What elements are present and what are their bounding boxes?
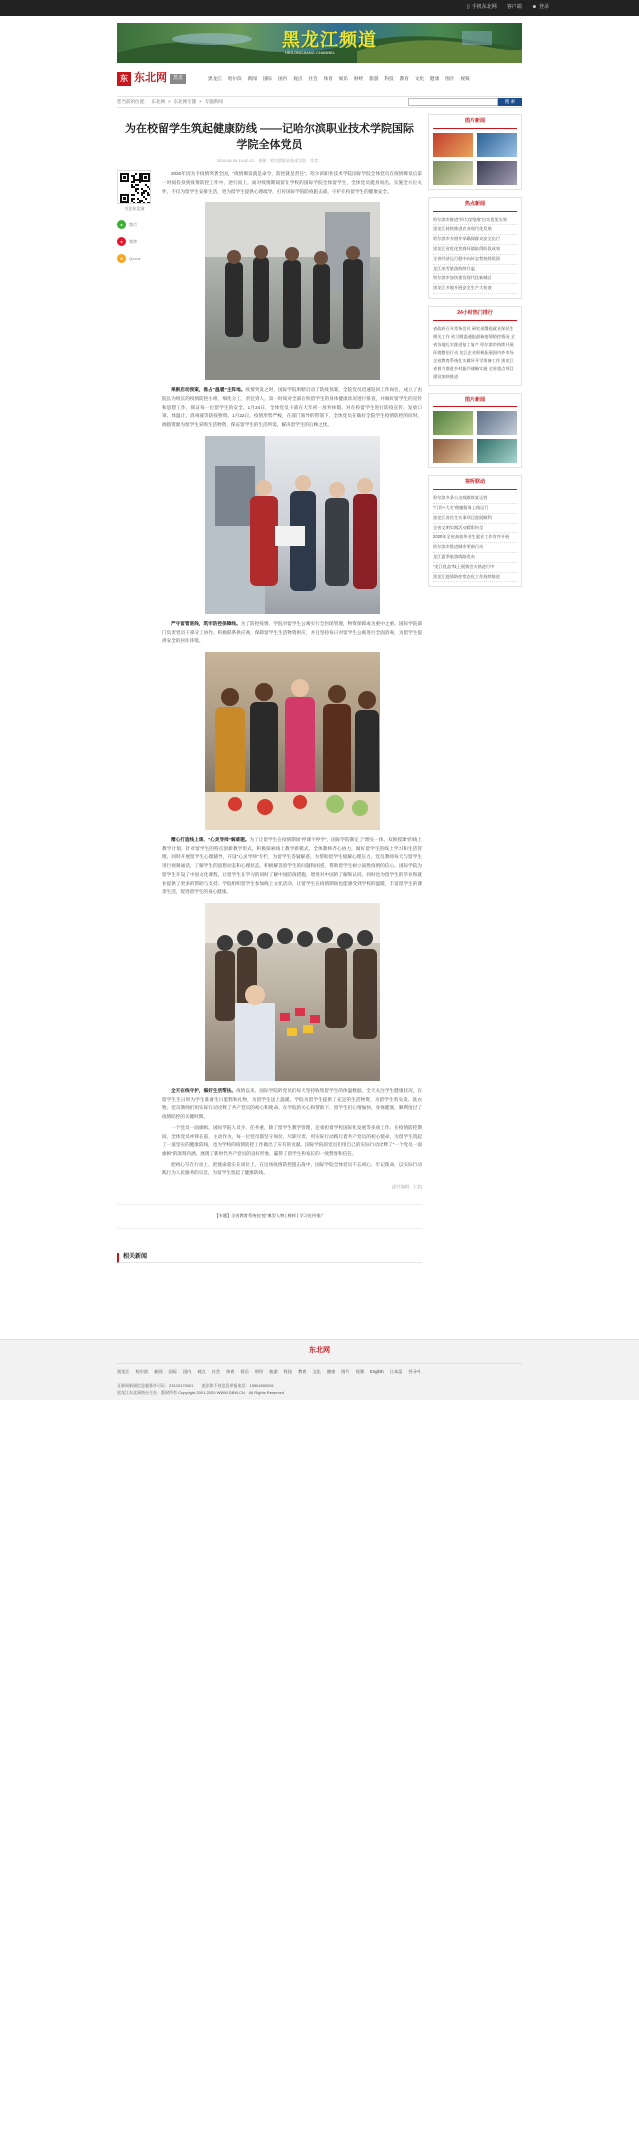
footer-link[interactable]: 哈尔滨	[135, 1369, 149, 1375]
share-qzone[interactable]	[117, 254, 152, 263]
qr-module	[133, 202, 135, 204]
qr-module	[133, 194, 135, 196]
top-utility-bar	[0, 0, 639, 16]
caption-lead: 全天在线守护，搞好生活帮扶。	[171, 1088, 237, 1093]
sidebar-heading: 图片新闻	[433, 397, 517, 408]
nav-item[interactable]: 教育	[399, 76, 409, 82]
video-news-item[interactable]: 黑龙江疫情防控常态化工作持续推进	[433, 573, 517, 583]
footer-link[interactable]: 教育	[298, 1369, 307, 1375]
sidebar-video	[428, 475, 522, 587]
breadcrumb-sep: >	[199, 98, 202, 104]
photo-caption	[162, 620, 422, 646]
special-topic-link[interactable]: 【专题】全省教育系统抗“疫”典型人物 | 榜样 | 学习宣传推广	[117, 1204, 422, 1229]
breadcrumb	[117, 99, 223, 106]
article-paragraph: 2020年因为卡疫情突袭全国，“疫情爆发就是命令，防控就是责任”。哈尔滨职业技术学院国际学院全体党员在疫情爆发后第一时间投身到疫情防控工作中，逆行而上，面对疫情期间留在学校的国际学院全体留学生，全体党员挺身而出，实施全方位关怀，不仅为留学生安排生活，更为留学生提供心理疏导，打好国际学院防疫阻击战，守护在校留学生的健康安全。	[162, 171, 422, 194]
site-header	[117, 68, 522, 90]
caption-lead: 精心打造线上课、“心灵导师”解难题。	[171, 836, 250, 842]
main-nav	[208, 75, 470, 82]
sidebar-hot-news	[428, 197, 522, 299]
footer-link[interactable]: 娱乐	[240, 1369, 249, 1375]
login-link[interactable]	[532, 4, 549, 12]
editor-credit: [责任编辑：王莹]	[391, 1184, 422, 1190]
qr-finder-core	[123, 197, 126, 200]
footer-license: 互联网新闻信息服务许可证：23120170001 违法和不良信息举报电话：15504500591	[117, 1382, 274, 1388]
video-list	[433, 494, 517, 582]
nav-item[interactable]: 社会	[308, 76, 318, 82]
nav-item[interactable]: 旅游	[369, 76, 379, 82]
share-weibo[interactable]	[117, 237, 152, 246]
thumb-image[interactable]	[477, 411, 517, 435]
breadcrumb-bar	[117, 96, 522, 108]
sidebar-photo-news	[428, 114, 522, 190]
share-wechat[interactable]	[117, 220, 152, 229]
nav-item[interactable]: 新闻	[247, 76, 257, 82]
share-label: 微博	[129, 238, 137, 244]
footer-link[interactable]: 财经	[254, 1369, 264, 1375]
nav-item[interactable]: 观点	[293, 76, 303, 82]
qr-code	[117, 170, 151, 204]
sidebar-heading: 图片新闻	[433, 118, 517, 129]
article-photo	[205, 436, 380, 614]
breadcrumb-item-news[interactable]: 专题新闻	[204, 98, 223, 104]
nav-item[interactable]: 视频	[460, 76, 470, 82]
hot-news-item[interactable]: 哈尔滨市多措并举确保群众安全出行	[433, 235, 517, 245]
user-icon: ☻	[531, 4, 537, 11]
footer-link[interactable]: 日本語	[389, 1369, 403, 1375]
nav-item[interactable]: 健康	[430, 76, 440, 82]
footer-link[interactable]: 黑龙江	[117, 1369, 130, 1375]
logo-name: 东北网	[134, 72, 167, 85]
footer-info	[117, 1382, 522, 1396]
footer-link[interactable]: 新闻	[154, 1369, 163, 1375]
thumb-image[interactable]	[477, 439, 517, 463]
video-news-item[interactable]: 全省文明实践活动精彩纷呈	[433, 524, 517, 534]
mobile-link[interactable]	[467, 4, 497, 12]
article-photo	[205, 652, 380, 830]
photo-caption	[162, 386, 422, 430]
search-box	[408, 98, 522, 106]
nav-item[interactable]: 国内	[278, 76, 288, 82]
thumb-image[interactable]	[433, 439, 473, 463]
nav-item[interactable]: 娱乐	[338, 76, 349, 82]
share-label: 微信	[129, 221, 137, 227]
client-link[interactable]: 客户端	[506, 4, 522, 11]
thumb-grid	[433, 133, 517, 185]
article-meta: 2020-06-09 10:42:12 来源：哈尔滨职业技术学院 作者：	[216, 157, 323, 163]
video-news-item[interactable]: 哈尔滨市推进城市更新行动	[433, 543, 517, 553]
article-photo	[205, 202, 380, 380]
video-news-item[interactable]: 哈尔滨多条公交线路恢复运营	[433, 494, 517, 504]
qr-module	[137, 192, 139, 194]
share-label: Qzone	[129, 255, 141, 261]
photo-scene	[205, 202, 380, 380]
breadcrumb-sep: >	[168, 98, 171, 104]
article-title: 为在校留学生筑起健康防线 ——记哈尔滨职业技术学院国际学院全体党员	[124, 123, 415, 151]
footer-logo[interactable]: 东北网	[117, 1346, 522, 1364]
nav-item[interactable]: 国际	[262, 76, 273, 82]
video-news-item[interactable]: 黑龙江省民生实事项目进展顺利	[433, 514, 517, 524]
video-news-item[interactable]: 2020年全省高校毕业生就业工作有序开展	[433, 533, 517, 543]
sidebar-photo-news-2	[428, 393, 522, 469]
thumb-image[interactable]	[433, 411, 473, 435]
thumb-image[interactable]	[433, 161, 473, 185]
main-column	[117, 114, 422, 1333]
footer-link[interactable]: 体育	[226, 1369, 235, 1375]
footer-link[interactable]: 社会	[211, 1369, 221, 1375]
breadcrumb-label: 您当前的位置：	[117, 98, 149, 104]
breadcrumb-item-special[interactable]: 东北网专题	[173, 98, 197, 104]
caption-text: 疫情突发之时，国际学院果断启动了防疫预案，全院党员迅速返回工作岗位，成立了由院长为组长的疫情防控小组，细化分工，责任到人，第一时间对全部在校留学生的身体健康状况进行排查，并做好留学生的宣传和思想工作，保证每一位留学生的安全。1月24日，全体党员干部在大年初一放弃休假，对在校留学生进行防疫宣传，发放口罩、体温计、消毒液等防疫物资。1月22日，疫情形势严峻，在部门领导的带领下，全体党员在做好全院学生疫情防控的同时，调拨资源为留学生采购生活物资，保证留学生的生活所需，解决留学生的后顾之忧。	[162, 387, 422, 428]
qr-finder-core	[123, 176, 126, 179]
video-news-item[interactable]: “龙江优品”线上展销会火热进行中	[433, 563, 517, 573]
thumb-image[interactable]	[477, 133, 517, 157]
qr-module	[135, 173, 137, 175]
photo-caption	[162, 1087, 422, 1122]
footer-links	[117, 1369, 522, 1376]
caption-text: 疫情以来，国际学院的党员们每天坚持收集留学生的体温数据，全天关注学生健康状况，在留学生生日时为学生准备生日蛋糕和礼物，为留学生送上温暖。学院为留学生提供了充足的生活物资，为留学生剪头发、洗衣物，党员教师们用实际行动诠释了共产党员的初心和使命。在学院的关心和帮助下，留学生们心情愉快，身体健康，顺利度过了疫情防控的关键时期。	[162, 1088, 422, 1120]
footer-copyright: 黑龙江东北网络台主办 版权所有 Copyright 2001-2020 WWW.DBW.CN All Rights Reserved	[117, 1389, 284, 1395]
article-body	[162, 170, 422, 1200]
nav-item[interactable]: 哈尔滨	[227, 76, 242, 82]
qzone-icon: ★	[117, 254, 126, 263]
photo-scene	[205, 436, 380, 614]
sidebar-24h-rank	[428, 306, 522, 386]
sidebar-heading: 24小时热门排行	[433, 310, 517, 321]
qr-caption: 关注东北网	[124, 206, 145, 212]
caption-text: 为了让留学生在疫情期间“停课不停学”，国际学院制定了“理实一体、双师授课”的线上教学计划，针对留学生的特点创新教学形式，积极探索线上教学新模式，全体教师齐心协力，做好留学生的线上学习和生活管理，同时开展留学生心理辅导，开设“心灵导师”专栏，为留学生答疑解惑。为帮助留学生缓解心理压力，党员教师每天与留学生进行视频通话，了解学生的思想动态和心理状态，积极解答留学生的问题和困惑，帮助留学生树立战胜疫情的信心。国际学院为留学生开设了中国文化课程，让留学生在学习的同时了解中国防疫措施，增进对中国的了解和认同，同时也为留学生的毕业和就业提供了更多的帮助与支持。学院组织留学生参加线上文化活动，让留学生在疫情期间也能感受到学校的温暖，丰富留学生的课余生活，促进留学生的身心健康。	[162, 836, 422, 895]
weibo-icon: ●	[117, 237, 126, 246]
thumb-grid	[433, 411, 517, 463]
footer-link[interactable]: 图片	[341, 1369, 350, 1375]
banner-title: 黑龙江频道	[282, 30, 377, 50]
site-footer	[0, 1339, 639, 1400]
nav-item[interactable]: 科技	[384, 76, 394, 82]
caption-lead: 果断启动预案，推占“温暖”主阵地。	[171, 387, 246, 393]
footer-link[interactable]: 한국어	[408, 1369, 421, 1375]
hot-news-item[interactable]: 黑龙江多地开展安全生产大检查	[433, 284, 517, 294]
nav-item[interactable]: 文化	[414, 76, 425, 82]
qr-module	[139, 181, 141, 183]
footer-link[interactable]: 科技	[283, 1369, 293, 1375]
site-logo[interactable]	[117, 70, 186, 87]
sidebar-heading: 热点新闻	[433, 201, 517, 212]
caption-lead: 严守留管底线，筑牢防控保障线。	[171, 620, 241, 626]
qr-module	[145, 198, 147, 200]
banner-subtitle: HEILONGJIANG CHANNEL	[285, 50, 336, 55]
qr-module	[137, 188, 139, 190]
qr-module	[133, 198, 135, 200]
footer-link[interactable]: 视频	[355, 1369, 365, 1375]
wechat-icon: ●	[117, 220, 126, 229]
qr-module	[133, 181, 135, 183]
breadcrumb-item-home[interactable]: 东北网	[151, 98, 165, 104]
hot-news-item[interactable]: 黑龙江持续推进农业现代化发展	[433, 225, 517, 235]
qr-module	[149, 188, 151, 190]
search-input[interactable]	[408, 98, 498, 106]
nav-item[interactable]: 黑龙江	[208, 76, 222, 82]
sidebar-heading: 视听联动	[433, 479, 517, 490]
footer-link[interactable]: English	[370, 1369, 384, 1375]
channel-banner[interactable]	[117, 23, 522, 63]
qr-module	[137, 184, 139, 186]
qr-module	[139, 202, 141, 204]
photo-scene	[205, 652, 380, 830]
article-wrap	[117, 170, 422, 1200]
hot-list	[433, 216, 517, 295]
share-panel	[117, 170, 152, 1200]
footer-link[interactable]: 文化	[312, 1369, 321, 1375]
hot-news-item[interactable]: 哈尔滨市推进“四大攻坚战”出实招见实效	[433, 216, 517, 226]
page-body	[117, 114, 522, 1333]
sidebar	[428, 114, 522, 1333]
mobile-label: 手机东北网	[471, 4, 497, 11]
footer-link[interactable]: 观点	[197, 1369, 206, 1375]
footer-link[interactable]: 国际	[168, 1369, 177, 1375]
nav-item[interactable]: 体育	[323, 76, 333, 82]
rank-text[interactable]: 省政府召开常务会议 研究部署稳就业保民生相关工作 省卫健委通报最新疫情防控情况 全省各地扎实推进复工复产 哈尔滨市持续开展环境整治行动 龙江企业积极拓展国内外市场 全省教育系统扎实做好开学准备工作 黑龙江省着力推进乡村振兴战略实施 全省重点项目建设加快推进	[433, 325, 515, 379]
nav-item[interactable]: 图片	[445, 76, 455, 82]
article-paragraph: 把初心写在行动上，把使命落实在岗位上，在这场疫情防控阻击战中，国际学院全体党员不忘初心、牢记使命，以实际行动践行为人民服务的宗旨，为留学生筑起了健康防线。	[162, 1161, 422, 1176]
qr-finder-core	[144, 176, 147, 179]
footer-link[interactable]: 健康	[326, 1369, 336, 1375]
photo-caption	[162, 836, 422, 897]
hot-news-item[interactable]: 黑龙江省优化营商环境取得阶段成效	[433, 245, 517, 255]
footer-link[interactable]: 国内	[182, 1369, 192, 1375]
qr-module	[149, 194, 151, 196]
caption-text: 为了防控疫情，学院对留学生公寓实行全封闭管理，物资保障成为重中之重。国际学院部门负责党员干部分工协作，积极联系供应商，保障留学生生活物资供应，并且坚持每日对留学生公寓进行全面消毒，为留学生提供安全的居住环境。	[162, 620, 422, 644]
related-news-heading: 相关新闻	[117, 1253, 422, 1263]
channel-badge: 黑龙	[170, 74, 186, 84]
thumb-image[interactable]	[477, 161, 517, 185]
hot-news-item[interactable]: 龙江冰雪旅游持续升温	[433, 265, 517, 275]
thumb-image[interactable]	[433, 133, 473, 157]
article-photo	[205, 903, 380, 1081]
article-paragraph: 一个党员一面旗帜。国际学院人员少，任务重，除了留学生教学管理，还承担着学校国际化发展等多项工作。在疫情防控期间，全体党员冲锋在前，主动作为，每一位党员都坚守岗位、尽职尽责，用实际行动践行着共产党员的初心使命，为留学生筑起了一道坚实的健康防线，也为学校的疫情防控工作做出了应有的贡献。国际学院的党员们用自己的实际行动诠释了“一个党员一面旗帜”的深刻内涵，展现了新时代共产党员的良好形象，赢得了留学生和家长的一致赞誉和信任。	[162, 1124, 422, 1157]
logo-mark: 东	[117, 72, 131, 86]
video-news-item[interactable]: “门诊+大夫”便捷服务上线运行	[433, 504, 517, 514]
qr-module	[143, 202, 145, 204]
hot-news-item[interactable]: 全省经济运行稳中向好态势持续巩固	[433, 255, 517, 265]
hot-news-item[interactable]: 哈尔滨市加快建设现代化新城区	[433, 274, 517, 284]
footer-link[interactable]: 旅游	[269, 1369, 278, 1375]
video-news-item[interactable]: 龙江夏季旅游线路发布	[433, 553, 517, 563]
qr-module	[149, 202, 151, 204]
nav-item[interactable]: 财经	[354, 76, 364, 82]
phone-icon: ▯	[466, 4, 470, 11]
login-label: 登录	[538, 4, 549, 11]
qr-module	[143, 192, 145, 194]
photo-scene	[205, 903, 380, 1081]
search-button[interactable]: 搜 索	[498, 98, 522, 106]
